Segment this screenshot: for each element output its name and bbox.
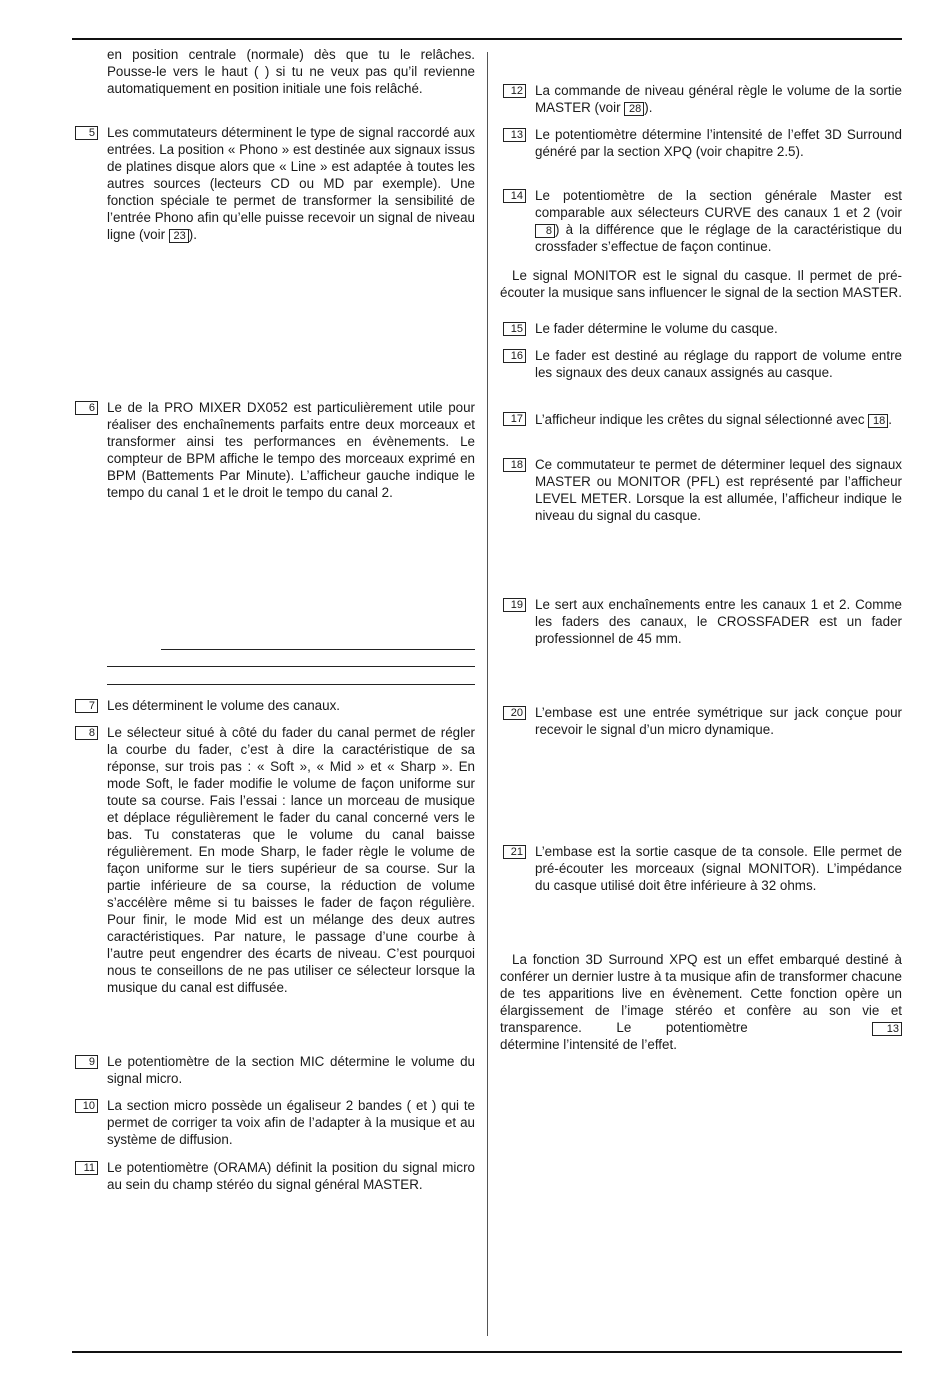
item-9: 9 Le potentiomètre de la section MIC détermine le volume du signal micro. [72, 1053, 475, 1087]
item-number: 19 [503, 598, 526, 612]
reference-box: 13 [872, 1022, 902, 1036]
xpq-paragraph: La fonction 3D Surround XPQ est un effet embarqué destiné à conférer un dernier lustre à ta musique afin de transformer chacune de tes apparitions live en évènement. Cette fonction opère un élargissement de l’image stéréo et confère au son vie et transparence. Le potentiomètre 13 détermine l’intensité de l’effet. [500, 952, 902, 1052]
item-15: 15 Le fader détermine le volume du casque. [500, 320, 902, 337]
item-number: 5 [75, 126, 98, 140]
intro-paragraph: en position centrale (normale) dès que tu le relâches. Pousse-le vers le haut ( ) si tu ne veux pas qu’il revienne automatiquement en position initiale une fois relâché. [107, 47, 475, 96]
reference-box: 23 [169, 229, 189, 243]
item-number: 7 [75, 699, 98, 713]
item-number: 11 [75, 1161, 98, 1175]
item-number: 18 [503, 458, 526, 472]
item-11: 11 Le potentiomètre (ORAMA) définit la position du signal micro au sein du champ stéréo du signal général MASTER. [72, 1159, 475, 1193]
item-5: 5 Les commutateurs déterminent le type de signal raccordé aux entrées. La position « Phono » est destinée aux signaux issus de platines disque alors que « Line » est adaptée à toutes les autres sources (lecteurs CD ou MD par exemple). Une fonction spéciale te permet de transformer la sensibilité de l’entrée Phono afin qu’elle puisse recevoir un signal de niveau ligne (voir 23 ). [72, 124, 475, 243]
item-number: 6 [75, 401, 98, 415]
item-number: 13 [503, 128, 526, 142]
item-number: 16 [503, 349, 526, 363]
item-number: 8 [75, 726, 98, 740]
item-6: 6 Le de la PRO MIXER DX052 est particulièrement utile pour réaliser des enchaînements parfaits entre deux morceaux et transformer ainsi tes performances en évènements. Le compteur de BPM affiche le tempo des morceaux exprimé en BPM (Battements Par Minute). L’afficheur gauche indique le tempo du canal 1 et le droit le tempo du canal 2. [72, 399, 475, 501]
item-14: 14 Le potentiomètre de la section générale Master est comparable aux sélecteurs CURVE des canaux 1 et 2 (voir 8 ) à la différence que le réglage de la caractéristique du crossfader s’effectue de façon continue. [500, 187, 902, 255]
monitor-paragraph: Le signal MONITOR est le signal du casque. Il permet de pré-écouter la musique sans influencer le signal de la section MASTER. [500, 268, 902, 300]
item-number: 12 [503, 84, 526, 98]
item-12: 12 La commande de niveau général règle le volume de la sortie MASTER (voir 28 ). [500, 82, 902, 116]
item-7: 7 Les déterminent le volume des canaux. [72, 697, 475, 714]
item-21: 21 L’embase est la sortie casque de ta console. Elle permet de pré-écouter les morceaux (signal MONITOR). L’impédance du casque utilisé doit être inférieure à 32 ohms. [500, 843, 902, 894]
separator-line [161, 649, 475, 650]
item-19: 19 Le sert aux enchaînements entre les canaux 1 et 2. Comme les faders des canaux, le CROSSFADER est un fader professionnel de 45 mm. [500, 596, 902, 647]
item-10: 10 La section micro possède un égaliseur 2 bandes ( et ) qui te permet de corriger ta voix afin de l’adapter à la musique et au système de diffusion. [72, 1097, 475, 1148]
item-number: 21 [503, 845, 526, 859]
item-8: 8 Le sélecteur situé à côté du fader du canal permet de régler la courbe du fader, c’est à dire la caractéristique de sa réponse, sur trois pas : « Soft », « Mid » et « Sharp ». En mode Soft, le fader modifie le volume de façon uniforme sur toute sa course. Fais l’essai : lance un morceau de musique et déplace régulièrement le fader du canal concerné vers le bas. Tu constateras que le volume du canal baisse régulièrement. En mode Sharp, le fader règle le volume de façon uniforme sur le tiers supérieur de sa course. Sur la partie inférieure de sa course, la réduction de volume s’accélère même si tu baisses le fader de façon régulière. Pour finir, le mode Mid est un mélange des deux autres caractéristiques. Par nature, le passage d’une courbe à l’autre peut engendrer des écarts de niveau. C’est pourquoi nous te conseillons de ne pas utiliser ce sélecteur lorsque la musique du canal est diffusée. [72, 724, 475, 996]
top-rule [72, 38, 902, 40]
item-number: 17 [503, 412, 526, 426]
bottom-rule [72, 1351, 902, 1353]
item-number: 9 [75, 1055, 98, 1069]
reference-box: 18 [868, 414, 888, 428]
item-number: 14 [503, 189, 526, 203]
reference-box: 8 [535, 224, 555, 238]
item-18: 18 Ce commutateur te permet de déterminer lequel des signaux MASTER ou MONITOR (PFL) est représenté par l’afficheur LEVEL METER. Lorsque la est allumée, l’afficheur indique le niveau du signal du casque. [500, 456, 902, 524]
item-number: 20 [503, 706, 526, 720]
column-divider [487, 52, 488, 1336]
item-number: 15 [503, 322, 526, 336]
separator-line [107, 684, 475, 685]
item-13: 13 Le potentiomètre détermine l’intensité de l’effet 3D Surround généré par la section XPQ (voir chapitre 2.5). [500, 126, 902, 160]
separator-line [107, 666, 475, 667]
item-16: 16 Le fader est destiné au réglage du rapport de volume entre les signaux des deux canaux assignés au casque. [500, 347, 902, 381]
item-number: 10 [75, 1099, 98, 1113]
item-17: 17 L’afficheur indique les crêtes du signal sélectionné avec 18 . [500, 410, 902, 429]
reference-box: 28 [624, 102, 644, 116]
item-20: 20 L’embase est une entrée symétrique sur jack conçue pour recevoir le signal d’un micro dynamique. [500, 704, 902, 738]
